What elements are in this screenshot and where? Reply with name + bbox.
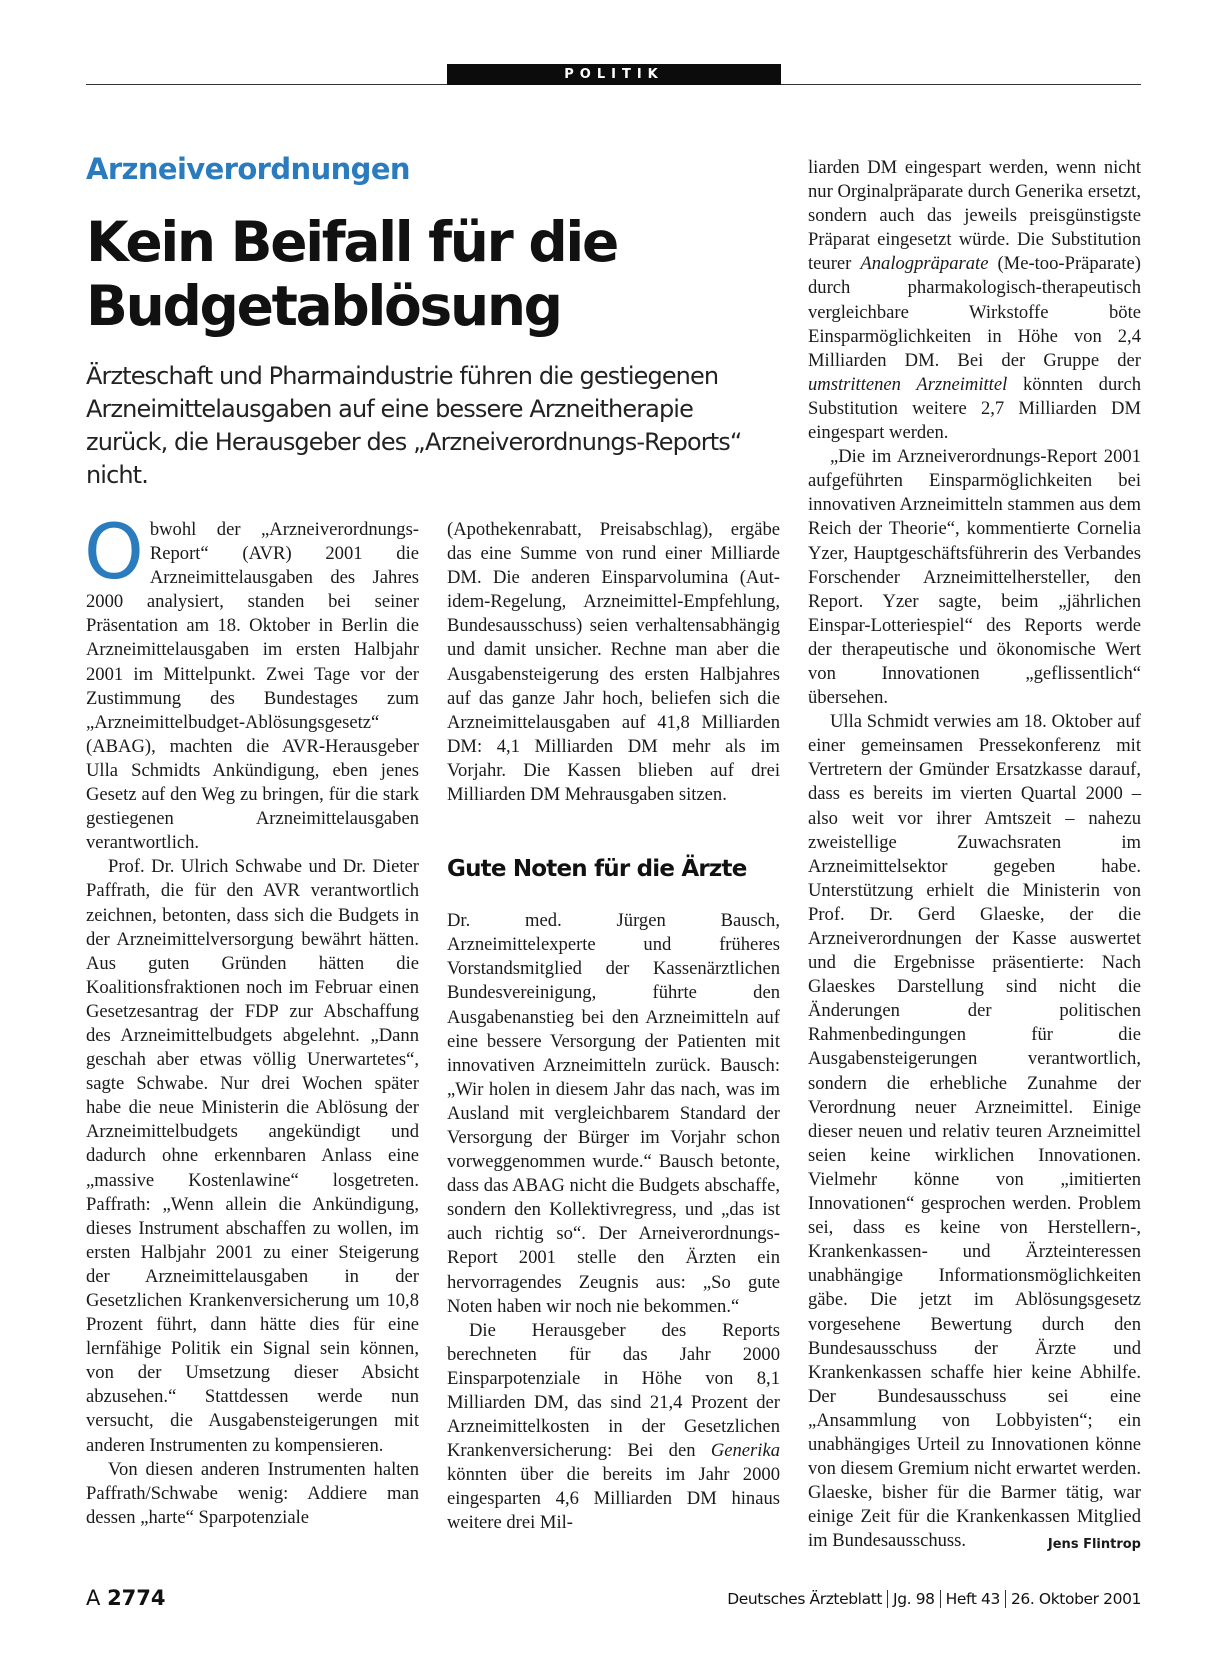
emphasis: Analogpräparate (860, 253, 989, 275)
article-deck: Ärzteschaft und Pharmaindustrie führen die gestiegenen Arzneimittelausgaben auf eine bessere Arzneitherapie zurück, die Herausgeber des „Arzneiverordnungs-Reports“ nicht. (86, 362, 742, 489)
paragraph (808, 156, 1141, 445)
emphasis: Generika (710, 1440, 780, 1462)
paragraph-text: bwohl der „Arzneiverordnungs-Report“ (AVR) 2001 die Arzneimittelausgaben des Jahres 2000 analysiert, standen bei seiner Präsentation am 18. Oktober in Berlin die Arzneimittelausgaben im ersten Halbjahr 2001 im Mittelpunkt. Zwei Tage vor der Zustimmung des Bundestages zum „Arzneimittelbudget-Ablösungsgesetz“ (ABAG), machten die AVR-Herausgeber Ulla Schmidts Ankündigung, eben jenes Gesetz auf den Weg zu bringen, für die stark gestiegenen Arzneimittelausgaben verantwortlich. (86, 519, 419, 854)
drop-cap: O (84, 507, 144, 596)
page-prefix: A (86, 1586, 101, 1610)
footer-citation (727, 1590, 1141, 1608)
article-kicker: Arzneiverordnungen (86, 152, 410, 186)
page-number (86, 1586, 166, 1610)
paragraph (84, 507, 419, 855)
paragraph-text: Ulla Schmidt verwies am 18. Oktober auf einer gemeinsamen Pressekonferenz mit Vertretern der Gmünder Ersatzkasse darauf, dass es bereits im vierten Quartal 2000 – also weit vor ihrer Amtszeit – nahezu zweistellige Zuwachsraten im Arzneimittelsektor gegeben habe. Unterstützung erhielt die Ministerin von Prof. Dr. Gerd Glaeske, der die Arzneiverordnungen der Kasse auswertet und die Ergebnisse präsentierte: Nach Glaeskes Darstellung sind nicht die Änderungen der politischen Rahmenbedingungen für die Ausgabensteigerungen verantwortlich, sondern die erhebliche Zunahme der Verordnung neuer Arzneimittel. Einige dieser neuen und relativ teuren Arzneimittel seien keine wirklichen Innovationen. Vielmehr könne von „imitierten Innovationen“ gesprochen werden. Problem sei, dass es keine von Herstellern-, Krankenkassen- und Ärzteinteressen unabhängige Informationsmöglichkeiten gäbe. Die jetzt im Ablösungsgesetz vorgesehene Bewertung durch den Bundesausschuss der Ärzte und Krankenkassen schaffe hier keine Abhilfe. Der Bundesausschuss sei eine „Ansammlung von Lobbyisten“; ein unabhängiges Urteil zu Innovationen könne von diesem Gremium nicht erwartet werden. Glaeske, bisher für die Barmer tätig, war einige Zeit für die Krankenkassen Mitglied im Bundesausschuss. (808, 711, 1141, 1552)
paragraph-text: könnten über die bereits im Jahr 2000 eingesparten 4,6 Milliarden DM hinaus weitere drei Mil- (447, 1464, 780, 1534)
journal-name: Deutsches Ärzteblatt (727, 1590, 883, 1608)
journal-issue: Heft 43 (945, 1590, 1000, 1608)
paragraph-text: (Me-too-Präparate) durch pharmakologisch-therapeutisch vergleichbare Wirkstoffe böte Einsparmöglichkeiten in Höhe von 2,4 Milliarden DM. Bei der Gruppe der (808, 253, 1141, 371)
issue-date: 26. Oktober 2001 (1010, 1590, 1141, 1608)
divider (940, 1590, 941, 1608)
section-label: POLITIK (447, 64, 781, 85)
paragraph: Dr. med. Jürgen Bausch, Arzneimittelexperte und früheres Vorstandsmitglied der Kassenärztlichen Bundesvereinigung, führte den Ausgabenanstieg bei den Arzneimitteln auf eine bessere Versorgung der Patienten mit innovativen Arzneimitteln zurück. Bausch: „Wir holen in diesem Jahr das nach, was im Ausland mit vergleichbarem Standard der Versorgung der Bürger im Vorjahr schon vorweggenommen wurde.“ Bausch betonte, dass das ABAG nicht die Budgets abschaffe, sondern den Kollektivregress, und „das ist auch richtig so“. Der Arneiverordnungs-Report 2001 stelle den Ärzten ein hervorragendes Zeugnis aus: „So gute Noten haben wir noch nie bekommen.“ (447, 910, 780, 1317)
divider (1005, 1590, 1006, 1608)
paragraph-text: könnten durch Substitution weitere 2,7 Milliarden DM eingespart werden. (808, 373, 1141, 444)
paragraph-text: Die Herausgeber des Reports berechneten für das Jahr 2000 Einsparpotenziale in Höhe von 8,1 Milliarden DM, das sind 21,4 Prozent der Arzneimittelkosten in der Gesetzlichen Krankenversicherung: Bei den (447, 1319, 780, 1462)
paragraph: Von diesen anderen Instrumenten halten Paffrath/Schwabe wenig: Addiere man dessen „harte“ Sparpotenziale (86, 1458, 419, 1528)
author-byline: Jens Flintrop (1047, 1537, 1141, 1553)
paragraph (447, 1319, 780, 1536)
emphasis: umstrittenen Arzneimittel (808, 373, 1008, 395)
journal-volume: Jg. 98 (893, 1590, 935, 1608)
text-column-2 (447, 518, 780, 1536)
divider (887, 1590, 888, 1608)
page-number-value: 2774 (107, 1586, 166, 1610)
paragraph: „Die im Arzneiverordnungs-Report 2001 aufgeführten Einsparmöglichkeiten bei innovativen Arzneimitteln stammen aus dem Reich der Theorie“, kommentierte Cornelia Yzer, Hauptgeschäftsführerin des Verbandes Forschender Arzneimittelhersteller, den Report. Yzer sagte, beim „jährlichen Einspar-Lotteriespiel“ des Reports werde der therapeutische und ökonomische Wert von Innovationen „geflissentlich“ übersehen. (808, 446, 1141, 709)
paragraph: (Apothekenrabatt, Preisabschlag), ergäbe das eine Summe von rund einer Milliarde DM. Die anderen Einsparvolumina (Aut-idem-Regelung, Arzneimittel-Empfehlung, Bundesausschuss) seien verhaltensabhängig und damit unsicher. Rechne man aber die Ausgabensteigerung des ersten Halbjahres auf das ganze Jahr hoch, beliefen sich die Arzneimittelausgaben auf 41,8 Milliarden DM: 4,1 Milliarden DM mehr als im Vorjahr. Die Kassen blieben auf drei Milliarden DM Mehrausgaben sitzen. (447, 519, 780, 806)
text-column-3 (808, 156, 1141, 1557)
article-headline: Kein Beifall für die Budgetablösung (86, 210, 617, 338)
paragraph: Prof. Dr. Ulrich Schwabe und Dr. Dieter Paffrath, die für den AVR verantwortlich zeichnen, betonten, dass sich die Budgets in der Arzneimittelversorgung bewährt hätten. Aus guten Gründen hätten die Koalitionsfraktionen noch im Februar einen Gesetzesantrag der FDP zur Abschaffung des Arzneimittelbudgets abgelehnt. „Dann geschah aber etwas völlig Unerwartetes“, sagte Schwabe. Nur drei Wochen später habe die neue Ministerin die Ablösung der Arzneimittelbudgets angekündigt und dadurch ohne erkennbaren Anlass eine „massive Kostenlawine“ losgetreten. Paffrath: „Wenn allein die Ankündigung, dieses Instrument abschaffen zu wollen, im ersten Halbjahr 2001 zu einer Steigerung der Arzneimittelausgaben in der Gesetzlichen Krankenversicherung um 10,8 Prozent führt, dann hätte dies für eine lernfähige Politik ein Signal sein können, von der Umsetzung dieser Absicht abzusehen.“ Stattdessen werde nun versucht, die Ausgabensteigerungen mit anderen Instrumenten zu kompensieren. (86, 856, 419, 1456)
subheading: Gute Noten für die Ärzte (447, 856, 747, 883)
text-column-1 (84, 507, 419, 1530)
paragraph (808, 710, 1141, 1553)
paragraph-text: liarden DM eingespart werden, wenn nicht nur Orginalpräparate durch Generika ersetzt, sondern auch das jeweils preisgünstigste Präparat eingesetzt würde. Die Substitution teurer (808, 157, 1141, 275)
